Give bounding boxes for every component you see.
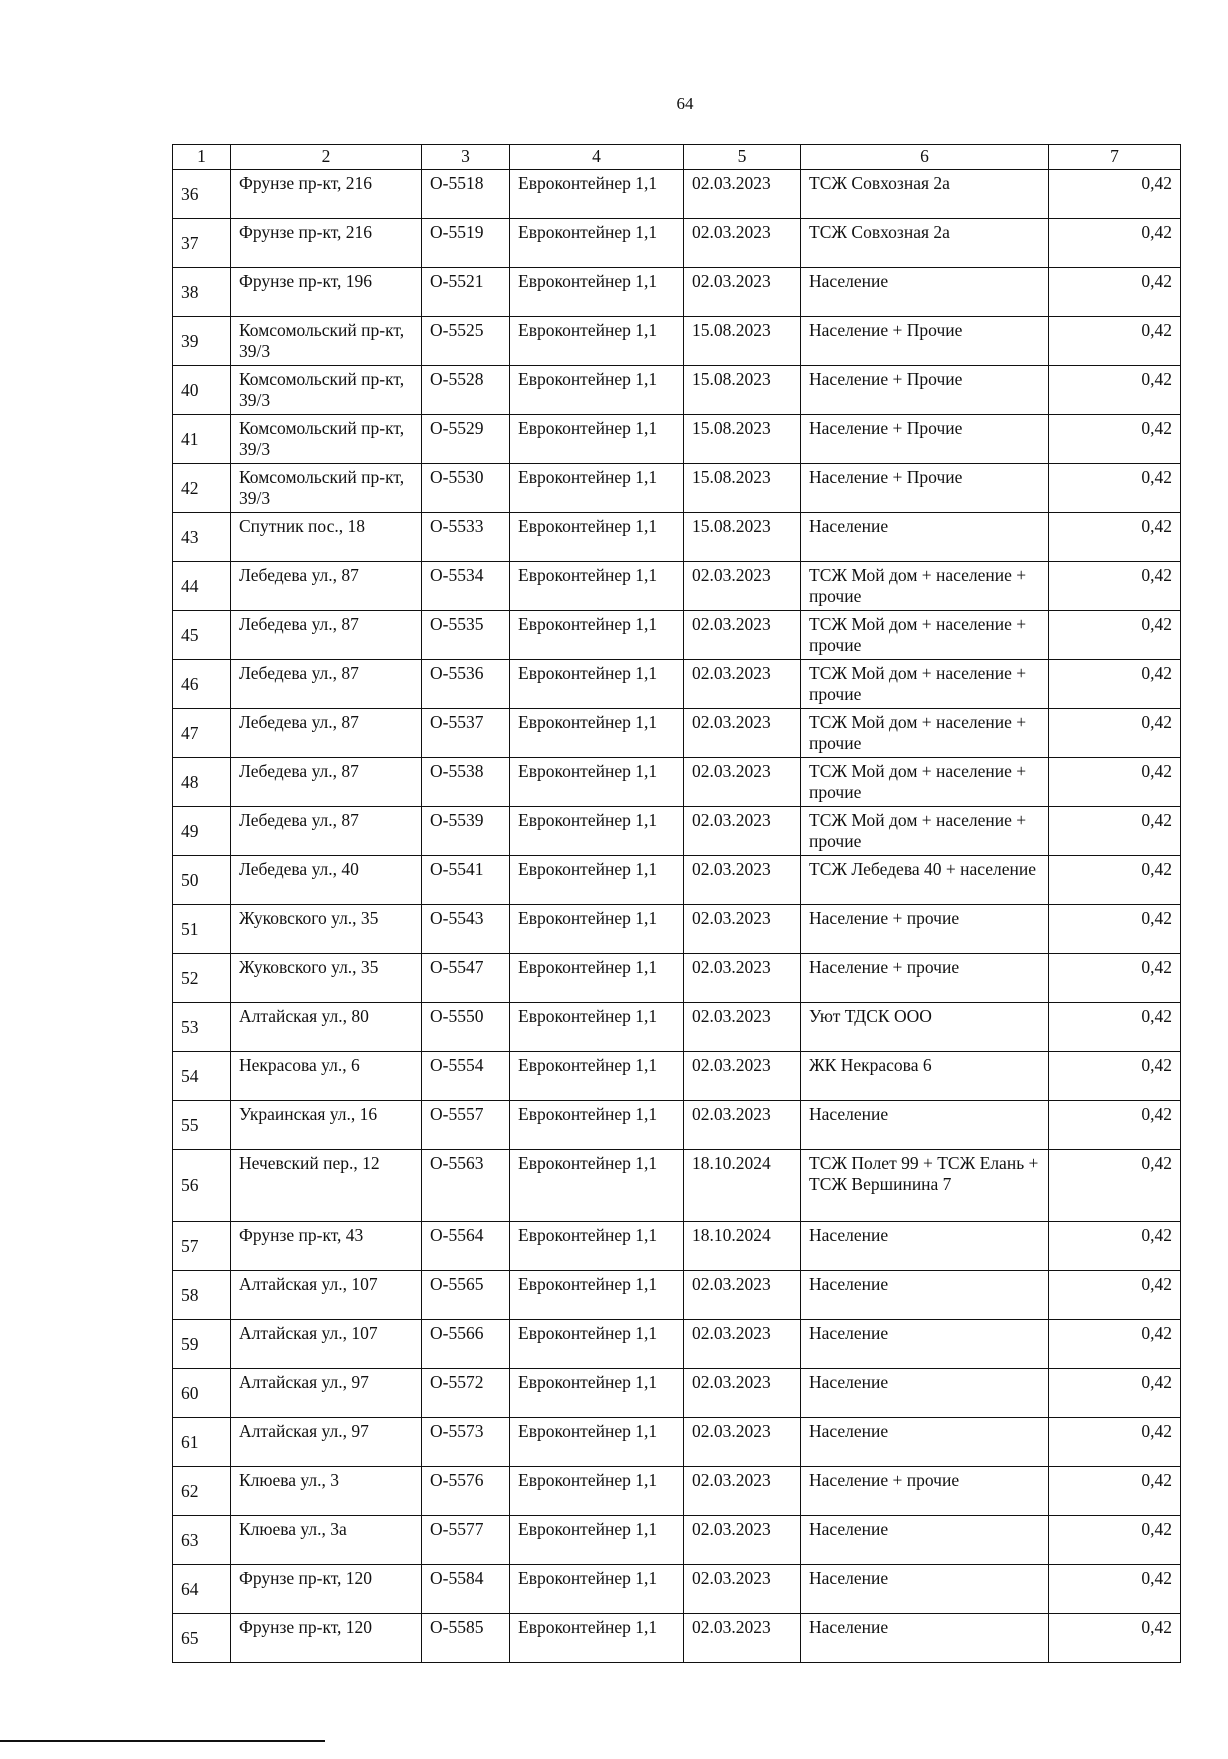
container-id-cell: О-5536 <box>422 660 510 709</box>
row-number-cell: 39 <box>173 317 231 366</box>
owner-cell: ТСЖ Лебедева 40 + население <box>801 856 1049 905</box>
owner-cell: Население + прочие <box>801 905 1049 954</box>
date-cell: 15.08.2023 <box>684 513 801 562</box>
row-number-cell: 60 <box>173 1369 231 1418</box>
volume-cell: 0,42 <box>1049 611 1181 660</box>
container-id-cell: О-5530 <box>422 464 510 513</box>
table-row <box>173 317 1181 366</box>
container-type-cell: Евроконтейнер 1,1 <box>510 905 684 954</box>
row-number-cell: 62 <box>173 1467 231 1516</box>
date-cell: 02.03.2023 <box>684 1369 801 1418</box>
volume-cell: 0,42 <box>1049 660 1181 709</box>
address-cell: Лебедева ул., 40 <box>231 856 422 905</box>
owner-cell: Население <box>801 268 1049 317</box>
table-row <box>173 905 1181 954</box>
address-cell: Некрасова ул., 6 <box>231 1052 422 1101</box>
table-row <box>173 1565 1181 1614</box>
container-type-cell: Евроконтейнер 1,1 <box>510 1222 684 1271</box>
row-number-cell: 42 <box>173 464 231 513</box>
date-cell: 02.03.2023 <box>684 1271 801 1320</box>
row-number-cell: 51 <box>173 905 231 954</box>
owner-cell: ТСЖ Совхозная 2а <box>801 170 1049 219</box>
footer-rule <box>0 1740 325 1742</box>
address-cell: Клюева ул., 3а <box>231 1516 422 1565</box>
row-number-cell: 47 <box>173 709 231 758</box>
address-cell: Лебедева ул., 87 <box>231 660 422 709</box>
volume-cell: 0,42 <box>1049 464 1181 513</box>
owner-cell: Население + Прочие <box>801 317 1049 366</box>
table-row <box>173 660 1181 709</box>
address-cell: Лебедева ул., 87 <box>231 611 422 660</box>
table-row <box>173 366 1181 415</box>
table-row <box>173 954 1181 1003</box>
container-type-cell: Евроконтейнер 1,1 <box>510 709 684 758</box>
volume-cell: 0,42 <box>1049 1003 1181 1052</box>
containers-table <box>172 144 1181 1663</box>
table-row <box>173 758 1181 807</box>
container-type-cell: Евроконтейнер 1,1 <box>510 268 684 317</box>
volume-cell: 0,42 <box>1049 1467 1181 1516</box>
row-number-cell: 56 <box>173 1150 231 1222</box>
row-number-cell: 58 <box>173 1271 231 1320</box>
address-cell: Алтайская ул., 97 <box>231 1369 422 1418</box>
owner-cell: Население <box>801 1101 1049 1150</box>
container-type-cell: Евроконтейнер 1,1 <box>510 317 684 366</box>
container-type-cell: Евроконтейнер 1,1 <box>510 1003 684 1052</box>
row-number-cell: 61 <box>173 1418 231 1467</box>
address-cell: Лебедева ул., 87 <box>231 807 422 856</box>
row-number-cell: 40 <box>173 366 231 415</box>
container-type-cell: Евроконтейнер 1,1 <box>510 1565 684 1614</box>
container-id-cell: О-5547 <box>422 954 510 1003</box>
owner-cell: Население <box>801 1614 1049 1663</box>
date-cell: 02.03.2023 <box>684 709 801 758</box>
table-row <box>173 856 1181 905</box>
row-number-cell: 48 <box>173 758 231 807</box>
owner-cell: ТСЖ Мой дом + население + прочие <box>801 709 1049 758</box>
row-number-cell: 46 <box>173 660 231 709</box>
owner-cell: Население + Прочие <box>801 366 1049 415</box>
volume-cell: 0,42 <box>1049 758 1181 807</box>
table-row <box>173 562 1181 611</box>
date-cell: 15.08.2023 <box>684 464 801 513</box>
address-cell: Алтайская ул., 80 <box>231 1003 422 1052</box>
column-header: 1 <box>173 145 231 170</box>
volume-cell: 0,42 <box>1049 170 1181 219</box>
row-number-cell: 36 <box>173 170 231 219</box>
owner-cell: ТСЖ Мой дом + население + прочие <box>801 611 1049 660</box>
table-header-row <box>173 145 1181 170</box>
date-cell: 15.08.2023 <box>684 317 801 366</box>
address-cell: Фрунзе пр-кт, 216 <box>231 219 422 268</box>
owner-cell: ТСЖ Мой дом + население + прочие <box>801 807 1049 856</box>
container-type-cell: Евроконтейнер 1,1 <box>510 856 684 905</box>
container-type-cell: Евроконтейнер 1,1 <box>510 1369 684 1418</box>
container-id-cell: О-5584 <box>422 1565 510 1614</box>
container-id-cell: О-5528 <box>422 366 510 415</box>
address-cell: Алтайская ул., 107 <box>231 1271 422 1320</box>
owner-cell: Население <box>801 1222 1049 1271</box>
table-row <box>173 268 1181 317</box>
container-id-cell: О-5573 <box>422 1418 510 1467</box>
container-id-cell: О-5518 <box>422 170 510 219</box>
volume-cell: 0,42 <box>1049 1222 1181 1271</box>
table-row <box>173 415 1181 464</box>
date-cell: 15.08.2023 <box>684 415 801 464</box>
volume-cell: 0,42 <box>1049 317 1181 366</box>
volume-cell: 0,42 <box>1049 1369 1181 1418</box>
container-id-cell: О-5529 <box>422 415 510 464</box>
row-number-cell: 45 <box>173 611 231 660</box>
volume-cell: 0,42 <box>1049 513 1181 562</box>
owner-cell: Уют ТДСК ООО <box>801 1003 1049 1052</box>
volume-cell: 0,42 <box>1049 1565 1181 1614</box>
date-cell: 02.03.2023 <box>684 807 801 856</box>
owner-cell: Население <box>801 1369 1049 1418</box>
volume-cell: 0,42 <box>1049 268 1181 317</box>
row-number-cell: 65 <box>173 1614 231 1663</box>
column-header: 5 <box>684 145 801 170</box>
volume-cell: 0,42 <box>1049 709 1181 758</box>
row-number-cell: 53 <box>173 1003 231 1052</box>
date-cell: 02.03.2023 <box>684 1101 801 1150</box>
date-cell: 02.03.2023 <box>684 758 801 807</box>
date-cell: 02.03.2023 <box>684 268 801 317</box>
address-cell: Алтайская ул., 97 <box>231 1418 422 1467</box>
row-number-cell: 49 <box>173 807 231 856</box>
container-type-cell: Евроконтейнер 1,1 <box>510 219 684 268</box>
table-row <box>173 1614 1181 1663</box>
volume-cell: 0,42 <box>1049 1320 1181 1369</box>
row-number-cell: 38 <box>173 268 231 317</box>
address-cell: Лебедева ул., 87 <box>231 758 422 807</box>
container-type-cell: Евроконтейнер 1,1 <box>510 1052 684 1101</box>
date-cell: 02.03.2023 <box>684 1565 801 1614</box>
address-cell: Жуковского ул., 35 <box>231 954 422 1003</box>
address-cell: Лебедева ул., 87 <box>231 562 422 611</box>
address-cell: Клюева ул., 3 <box>231 1467 422 1516</box>
container-type-cell: Евроконтейнер 1,1 <box>510 562 684 611</box>
volume-cell: 0,42 <box>1049 856 1181 905</box>
container-id-cell: О-5577 <box>422 1516 510 1565</box>
owner-cell: ТСЖ Мой дом + население + прочие <box>801 660 1049 709</box>
container-id-cell: О-5563 <box>422 1150 510 1222</box>
row-number-cell: 50 <box>173 856 231 905</box>
table-row <box>173 1052 1181 1101</box>
volume-cell: 0,42 <box>1049 905 1181 954</box>
volume-cell: 0,42 <box>1049 219 1181 268</box>
row-number-cell: 52 <box>173 954 231 1003</box>
address-cell: Жуковского ул., 35 <box>231 905 422 954</box>
address-cell: Лебедева ул., 87 <box>231 709 422 758</box>
container-id-cell: О-5534 <box>422 562 510 611</box>
row-number-cell: 63 <box>173 1516 231 1565</box>
date-cell: 02.03.2023 <box>684 219 801 268</box>
owner-cell: Население + прочие <box>801 1467 1049 1516</box>
container-id-cell: О-5565 <box>422 1271 510 1320</box>
date-cell: 02.03.2023 <box>684 1320 801 1369</box>
date-cell: 18.10.2024 <box>684 1222 801 1271</box>
owner-cell: ТСЖ Мой дом + население + прочие <box>801 562 1049 611</box>
container-type-cell: Евроконтейнер 1,1 <box>510 170 684 219</box>
table-row <box>173 1418 1181 1467</box>
table-row <box>173 611 1181 660</box>
owner-cell: Население + Прочие <box>801 415 1049 464</box>
row-number-cell: 37 <box>173 219 231 268</box>
container-type-cell: Евроконтейнер 1,1 <box>510 1614 684 1663</box>
container-type-cell: Евроконтейнер 1,1 <box>510 1516 684 1565</box>
container-id-cell: О-5535 <box>422 611 510 660</box>
volume-cell: 0,42 <box>1049 1271 1181 1320</box>
container-id-cell: О-5538 <box>422 758 510 807</box>
container-id-cell: О-5557 <box>422 1101 510 1150</box>
container-type-cell: Евроконтейнер 1,1 <box>510 1271 684 1320</box>
container-id-cell: О-5521 <box>422 268 510 317</box>
container-type-cell: Евроконтейнер 1,1 <box>510 1101 684 1150</box>
container-id-cell: О-5564 <box>422 1222 510 1271</box>
owner-cell: Население <box>801 1320 1049 1369</box>
owner-cell: Население <box>801 1516 1049 1565</box>
address-cell: Комсомольский пр-кт, 39/3 <box>231 464 422 513</box>
volume-cell: 0,42 <box>1049 1150 1181 1222</box>
address-cell: Нечевский пер., 12 <box>231 1150 422 1222</box>
address-cell: Алтайская ул., 107 <box>231 1320 422 1369</box>
column-header: 6 <box>801 145 1049 170</box>
date-cell: 02.03.2023 <box>684 611 801 660</box>
address-cell: Фрунзе пр-кт, 196 <box>231 268 422 317</box>
container-type-cell: Евроконтейнер 1,1 <box>510 611 684 660</box>
row-number-cell: 55 <box>173 1101 231 1150</box>
volume-cell: 0,42 <box>1049 366 1181 415</box>
volume-cell: 0,42 <box>1049 1614 1181 1663</box>
container-type-cell: Евроконтейнер 1,1 <box>510 415 684 464</box>
container-type-cell: Евроконтейнер 1,1 <box>510 954 684 1003</box>
container-type-cell: Евроконтейнер 1,1 <box>510 807 684 856</box>
container-id-cell: О-5585 <box>422 1614 510 1663</box>
row-number-cell: 57 <box>173 1222 231 1271</box>
container-id-cell: О-5572 <box>422 1369 510 1418</box>
owner-cell: ТСЖ Мой дом + население + прочие <box>801 758 1049 807</box>
table-row <box>173 1516 1181 1565</box>
date-cell: 18.10.2024 <box>684 1150 801 1222</box>
container-type-cell: Евроконтейнер 1,1 <box>510 366 684 415</box>
container-id-cell: О-5519 <box>422 219 510 268</box>
owner-cell: Население <box>801 1418 1049 1467</box>
date-cell: 02.03.2023 <box>684 660 801 709</box>
table-row <box>173 464 1181 513</box>
container-id-cell: О-5537 <box>422 709 510 758</box>
container-id-cell: О-5576 <box>422 1467 510 1516</box>
volume-cell: 0,42 <box>1049 1516 1181 1565</box>
date-cell: 02.03.2023 <box>684 562 801 611</box>
date-cell: 02.03.2023 <box>684 1003 801 1052</box>
table-row <box>173 709 1181 758</box>
owner-cell: Население + прочие <box>801 954 1049 1003</box>
container-id-cell: О-5539 <box>422 807 510 856</box>
table-row <box>173 1467 1181 1516</box>
column-header: 3 <box>422 145 510 170</box>
date-cell: 02.03.2023 <box>684 954 801 1003</box>
container-type-cell: Евроконтейнер 1,1 <box>510 758 684 807</box>
row-number-cell: 64 <box>173 1565 231 1614</box>
row-number-cell: 43 <box>173 513 231 562</box>
row-number-cell: 41 <box>173 415 231 464</box>
address-cell: Спутник пос., 18 <box>231 513 422 562</box>
owner-cell: ТСЖ Полет 99 + ТСЖ Елань + ТСЖ Вершинина 7 <box>801 1150 1049 1222</box>
address-cell: Комсомольский пр-кт, 39/3 <box>231 415 422 464</box>
address-cell: Комсомольский пр-кт, 39/3 <box>231 366 422 415</box>
table-row <box>173 1003 1181 1052</box>
container-id-cell: О-5566 <box>422 1320 510 1369</box>
row-number-cell: 54 <box>173 1052 231 1101</box>
table-row <box>173 1271 1181 1320</box>
date-cell: 02.03.2023 <box>684 170 801 219</box>
table-row <box>173 1222 1181 1271</box>
container-id-cell: О-5541 <box>422 856 510 905</box>
volume-cell: 0,42 <box>1049 807 1181 856</box>
column-header: 4 <box>510 145 684 170</box>
container-type-cell: Евроконтейнер 1,1 <box>510 1150 684 1222</box>
date-cell: 02.03.2023 <box>684 1052 801 1101</box>
container-id-cell: О-5533 <box>422 513 510 562</box>
volume-cell: 0,42 <box>1049 415 1181 464</box>
container-type-cell: Евроконтейнер 1,1 <box>510 660 684 709</box>
owner-cell: ЖК Некрасова 6 <box>801 1052 1049 1101</box>
container-type-cell: Евроконтейнер 1,1 <box>510 464 684 513</box>
address-cell: Комсомольский пр-кт, 39/3 <box>231 317 422 366</box>
table-row <box>173 170 1181 219</box>
container-id-cell: О-5554 <box>422 1052 510 1101</box>
address-cell: Украинская ул., 16 <box>231 1101 422 1150</box>
container-type-cell: Евроконтейнер 1,1 <box>510 1320 684 1369</box>
address-cell: Фрунзе пр-кт, 43 <box>231 1222 422 1271</box>
address-cell: Фрунзе пр-кт, 120 <box>231 1565 422 1614</box>
volume-cell: 0,42 <box>1049 1101 1181 1150</box>
volume-cell: 0,42 <box>1049 954 1181 1003</box>
table-row <box>173 513 1181 562</box>
table-row <box>173 1369 1181 1418</box>
row-number-cell: 44 <box>173 562 231 611</box>
owner-cell: ТСЖ Совхозная 2а <box>801 219 1049 268</box>
owner-cell: Население <box>801 513 1049 562</box>
container-id-cell: О-5543 <box>422 905 510 954</box>
date-cell: 02.03.2023 <box>684 856 801 905</box>
table-row <box>173 1101 1181 1150</box>
row-number-cell: 59 <box>173 1320 231 1369</box>
volume-cell: 0,42 <box>1049 562 1181 611</box>
container-id-cell: О-5525 <box>422 317 510 366</box>
volume-cell: 0,42 <box>1049 1418 1181 1467</box>
container-type-cell: Евроконтейнер 1,1 <box>510 513 684 562</box>
container-type-cell: Евроконтейнер 1,1 <box>510 1467 684 1516</box>
table-row <box>173 219 1181 268</box>
column-header: 2 <box>231 145 422 170</box>
date-cell: 02.03.2023 <box>684 1614 801 1663</box>
page-number: 64 <box>676 94 694 113</box>
date-cell: 15.08.2023 <box>684 366 801 415</box>
date-cell: 02.03.2023 <box>684 905 801 954</box>
date-cell: 02.03.2023 <box>684 1467 801 1516</box>
owner-cell: Население + Прочие <box>801 464 1049 513</box>
table-row <box>173 807 1181 856</box>
address-cell: Фрунзе пр-кт, 120 <box>231 1614 422 1663</box>
owner-cell: Население <box>801 1271 1049 1320</box>
container-type-cell: Евроконтейнер 1,1 <box>510 1418 684 1467</box>
date-cell: 02.03.2023 <box>684 1516 801 1565</box>
volume-cell: 0,42 <box>1049 1052 1181 1101</box>
date-cell: 02.03.2023 <box>684 1418 801 1467</box>
table-row <box>173 1320 1181 1369</box>
address-cell: Фрунзе пр-кт, 216 <box>231 170 422 219</box>
owner-cell: Население <box>801 1565 1049 1614</box>
column-header: 7 <box>1049 145 1181 170</box>
container-id-cell: О-5550 <box>422 1003 510 1052</box>
table-row <box>173 1150 1181 1222</box>
